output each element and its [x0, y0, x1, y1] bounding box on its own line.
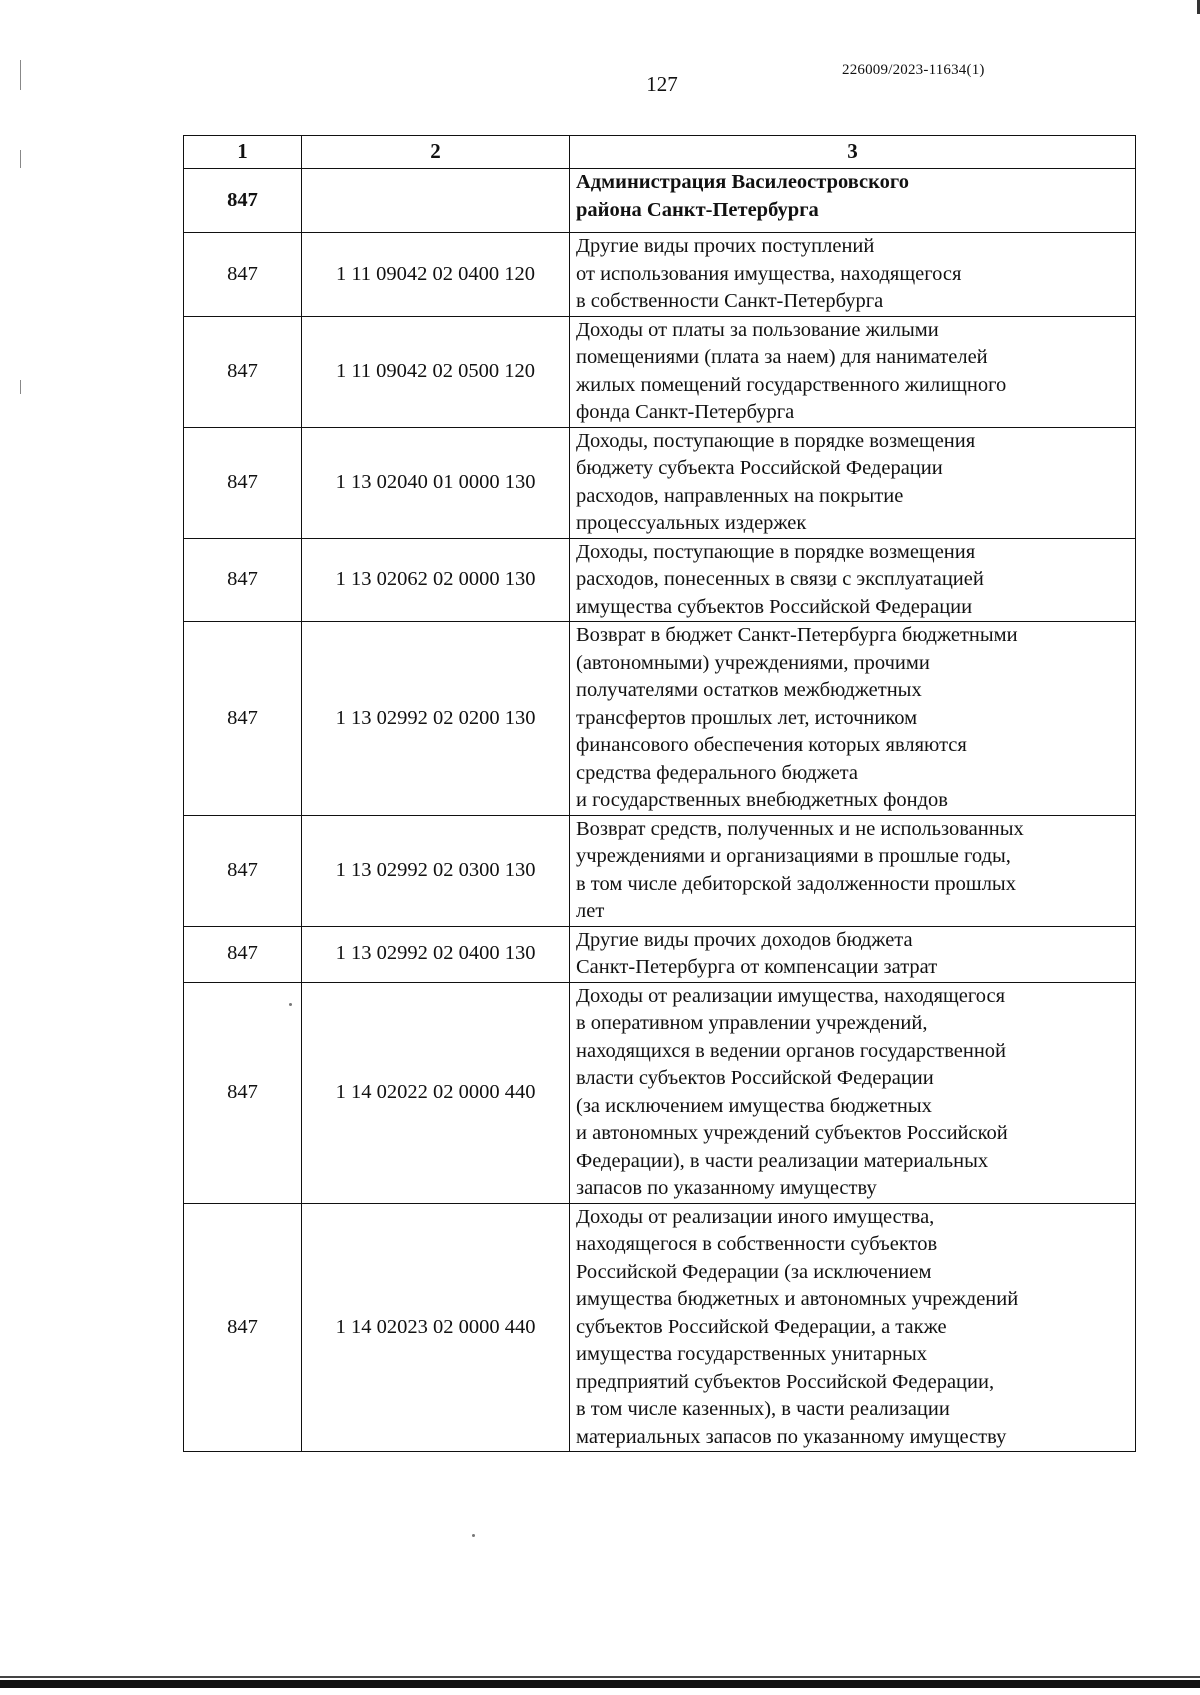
cell-budget-classification-code: 1 13 02992 02 0400 130 — [302, 926, 570, 982]
cell-revenue-description — [570, 926, 1136, 982]
table-header-row — [184, 136, 1136, 169]
cell-budget-classification-code: 1 11 09042 02 0400 120 — [302, 233, 570, 317]
cell-budget-classification-code: 1 13 02062 02 0000 130 — [302, 538, 570, 622]
cell-admin-code: 847 — [184, 815, 302, 926]
description-line: помещениями (плата за наем) для нанимателей — [576, 346, 988, 368]
cell-budget-classification-code: 1 14 02023 02 0000 440 — [302, 1203, 570, 1452]
cell-budget-classification-code: 1 13 02992 02 0200 130 — [302, 622, 570, 816]
description-line: Другие виды прочих доходов бюджета — [576, 928, 913, 951]
description-line: (за исключением имущества бюджетных — [576, 1094, 932, 1117]
description-line: фонда Санкт-Петербурга — [576, 401, 795, 423]
table-row — [184, 982, 1136, 1203]
table-row — [184, 316, 1136, 427]
description-line: материальных запасов по указанному имуществу — [576, 1425, 1007, 1448]
description-line: Российской Федерации (за исключением — [576, 1260, 932, 1283]
column-header-2: 2 — [302, 136, 570, 169]
cell-revenue-description — [570, 1203, 1136, 1452]
description-line: находящихся в ведении органов государственной — [576, 1039, 1007, 1062]
column-header-3: 3 — [570, 136, 1136, 169]
cell-revenue-description — [570, 982, 1136, 1203]
cell-admin-code: 847 — [184, 926, 302, 982]
description-line: в оперативном управлении учреждений, — [576, 1012, 928, 1034]
description-line: Доходы, поступающие в порядке возмещения — [576, 429, 976, 452]
budget-codes-table — [183, 135, 1136, 1452]
cell-revenue-description — [570, 169, 1136, 233]
description-line: трансфертов прошлых лет, источником — [576, 706, 918, 729]
cell-budget-classification-code: 1 11 09042 02 0500 120 — [302, 316, 570, 427]
description-line: от использования имущества, находящегося — [576, 262, 962, 285]
description-line: субъектов Российской Федерации, а также — [576, 1315, 947, 1338]
table-row-admin — [184, 169, 1136, 233]
scan-bottom-bar — [0, 1680, 1200, 1688]
description-line: Администрация Василеостровского — [576, 171, 909, 193]
table-row — [184, 622, 1136, 816]
description-line: учреждениями и организациями в прошлые годы, — [576, 845, 1011, 867]
description-line: получателями остатков межбюджетных — [576, 679, 922, 701]
cell-budget-classification-code: 1 14 02022 02 0000 440 — [302, 982, 570, 1203]
cell-admin-code: 847 — [184, 1203, 302, 1452]
description-line: имущества бюджетных и автономных учреждений — [576, 1288, 1019, 1310]
scan-bottom-edge — [0, 1676, 1200, 1678]
cell-budget-classification-code: 1 13 02992 02 0300 130 — [302, 815, 570, 926]
description-line: и автономных учреждений субъектов Российской — [576, 1122, 1008, 1144]
table-row — [184, 926, 1136, 982]
table-row — [184, 427, 1136, 538]
description-line: Другие виды прочих поступлений — [576, 235, 875, 257]
description-line: финансового обеспечения которых являются — [576, 734, 967, 756]
description-line: района Санкт-Петербурга — [576, 198, 819, 221]
cell-admin-code: 847 — [184, 622, 302, 816]
cell-budget-classification-code: 1 13 02040 01 0000 130 — [302, 427, 570, 538]
description-line: Возврат средств, полученных и не использованных — [576, 817, 1024, 840]
table-row — [184, 1203, 1136, 1452]
table-body — [184, 169, 1136, 1452]
cell-revenue-description — [570, 815, 1136, 926]
table-row — [184, 538, 1136, 622]
page-number: 127 — [646, 72, 678, 96]
description-line: Возврат в бюджет Санкт-Петербурга бюджетными — [576, 624, 1018, 646]
description-line: лет — [576, 900, 605, 922]
cell-budget-classification-code — [302, 169, 570, 233]
cell-revenue-description — [570, 622, 1136, 816]
description-line: находящегося в собственности субъектов — [576, 1233, 938, 1255]
description-line: расходов, направленных на покрытие — [576, 484, 904, 507]
description-line: Доходы, поступающие в порядке возмещения — [576, 540, 976, 563]
description-line: Доходы от реализации имущества, находящегося — [576, 984, 1006, 1007]
cell-admin-code: 847 — [184, 233, 302, 317]
description-line: власти субъектов Российской Федерации — [576, 1067, 934, 1089]
scan-speck — [472, 1534, 475, 1537]
description-line: (автономными) учреждениями, прочими — [576, 651, 930, 674]
table-row — [184, 233, 1136, 317]
cell-admin-code: 847 — [184, 169, 302, 233]
description-line: Доходы от реализации иного имущества, — [576, 1205, 935, 1228]
cell-revenue-description — [570, 233, 1136, 317]
description-line: жилых помещений государственного жилищного — [576, 373, 1007, 396]
cell-admin-code: 847 — [184, 316, 302, 427]
cell-revenue-description — [570, 427, 1136, 538]
column-header-1: 1 — [184, 136, 302, 169]
description-line: в собственности Санкт-Петербурга — [576, 290, 884, 312]
description-line: в том числе дебиторской задолженности прошлых — [576, 872, 1016, 895]
description-line: имущества государственных унитарных — [576, 1343, 928, 1365]
description-line: предприятий субъектов Российской Федерации, — [576, 1370, 995, 1393]
cell-revenue-description — [570, 538, 1136, 622]
description-line: Доходы от платы за пользование жилыми — [576, 318, 939, 341]
description-line: расходов, понесенных в связи с эксплуатацией — [576, 568, 984, 590]
description-line: запасов по указанному имуществу — [576, 1177, 877, 1199]
table-row — [184, 815, 1136, 926]
description-line: процессуальных издержек — [576, 512, 807, 534]
description-line: в том числе казенных), в части реализации — [576, 1398, 950, 1420]
description-line: Санкт-Петербурга от компенсации затрат — [576, 956, 938, 978]
description-line: Федерации), в части реализации материальных — [576, 1149, 989, 1172]
cell-revenue-description — [570, 316, 1136, 427]
description-line: имущества субъектов Российской Федерации — [576, 595, 973, 618]
cell-admin-code: 847 — [184, 427, 302, 538]
description-line: и государственных внебюджетных фондов — [576, 789, 948, 811]
cell-admin-code: 847 — [184, 538, 302, 622]
description-line: бюджету субъекта Российской Федерации — [576, 457, 943, 479]
description-line: средства федерального бюджета — [576, 761, 858, 784]
document-number: 226009/2023-11634(1) — [842, 62, 985, 78]
scan-left-margin-marks — [20, 0, 22, 1695]
cell-admin-code: 847 — [184, 982, 302, 1203]
